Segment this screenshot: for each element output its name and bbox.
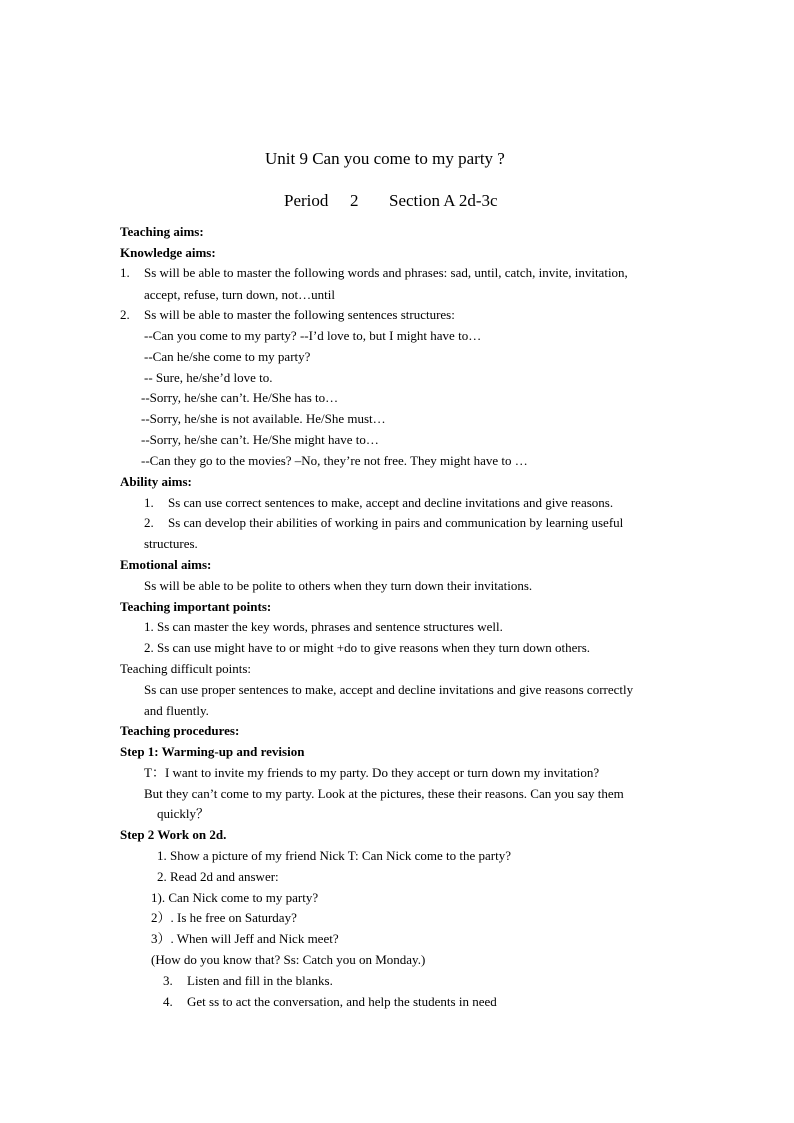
- knowledge-item-2: Ss will be able to master the following sentences structures:: [144, 307, 455, 322]
- ability-item-1: Ss can use correct sentences to make, accept and decline invitations and give reasons.: [168, 495, 614, 510]
- ability-item-2: Ss can develop their abilities of working in pairs and communication by learning useful: [168, 515, 624, 530]
- knowledge-item-1: Ss will be able to master the following words and phrases: sad, until, catch, invite, invitation,: [144, 265, 628, 280]
- ability-item-2-cont: structures.: [144, 536, 198, 551]
- doc-title: Unit 9 Can you come to my party ?: [265, 149, 505, 168]
- section-label: Section A 2d-3c: [389, 191, 498, 210]
- list-number: 1.: [120, 265, 130, 280]
- difficult-point-cont: and fluently.: [144, 703, 209, 718]
- heading-step-1: Step 1: Warming-up and revision: [120, 744, 305, 759]
- heading-important-points: Teaching important points:: [120, 599, 272, 614]
- sentence-structure: --Sorry, he/she is not available. He/She must…: [141, 411, 386, 426]
- heading-ability-aims: Ability aims:: [120, 474, 192, 489]
- sentence-structure: --Sorry, he/she can’t. He/She has to…: [141, 390, 339, 405]
- step1-text: quickly？: [157, 806, 209, 821]
- question-3: 3）. When will Jeff and Nick meet?: [151, 931, 339, 946]
- list-number: 2.: [144, 515, 154, 530]
- heading-procedures: Teaching procedures:: [120, 723, 240, 738]
- sentence-structure: --Can they go to the movies? –No, they’re not free. They might have to …: [141, 453, 528, 468]
- heading-emotional-aims: Emotional aims:: [120, 557, 212, 572]
- step1-text: But they can’t come to my party. Look at the pictures, these their reasons. Can you say them: [144, 786, 624, 801]
- sentence-structure: --Can you come to my party? --I’d love to, but I might have to…: [144, 328, 482, 343]
- knowledge-item-1-cont: accept, refuse, turn down, not…until: [144, 287, 335, 302]
- heading-knowledge-aims: Knowledge aims:: [120, 245, 216, 260]
- question-note: (How do you know that? Ss: Catch you on Monday.): [151, 952, 426, 967]
- difficult-point: Ss can use proper sentences to make, accept and decline invitations and give reasons correctly: [144, 682, 634, 697]
- emotional-item: Ss will be able to be polite to others when they turn down their invitations.: [144, 578, 533, 593]
- sentence-structure: --Sorry, he/she can’t. He/She might have to…: [141, 432, 379, 447]
- period-number: 2: [350, 191, 359, 210]
- list-number: 1.: [144, 495, 154, 510]
- step2-item-4: Get ss to act the conversation, and help the students in need: [187, 994, 497, 1009]
- list-number: 2.: [120, 307, 130, 322]
- heading-difficult-points: Teaching difficult points:: [120, 661, 251, 676]
- question-1: 1). Can Nick come to my party?: [151, 890, 319, 905]
- step2-item-1: 1. Show a picture of my friend Nick T: Can Nick come to the party?: [157, 848, 511, 863]
- question-2: 2）. Is he free on Saturday?: [151, 910, 297, 925]
- step2-item-2: 2. Read 2d and answer:: [157, 869, 279, 884]
- step1-text: T：I want to invite my friends to my party. Do they accept or turn down my invitation?: [144, 765, 600, 780]
- list-number: 3.: [163, 973, 173, 988]
- step2-item-3: Listen and fill in the blanks.: [187, 973, 333, 988]
- heading-step-2: Step 2 Work on 2d.: [120, 827, 227, 842]
- important-point-1: 1. Ss can master the key words, phrases and sentence structures well.: [144, 619, 503, 634]
- heading-teaching-aims: Teaching aims:: [120, 224, 204, 239]
- sentence-structure: --Can he/she come to my party?: [144, 349, 311, 364]
- period-label: Period: [284, 191, 329, 210]
- important-point-2: 2. Ss can use might have to or might +do to give reasons when they turn down others.: [144, 640, 591, 655]
- list-number: 4.: [163, 994, 173, 1009]
- sentence-structure: -- Sure, he/she’d love to.: [144, 370, 273, 385]
